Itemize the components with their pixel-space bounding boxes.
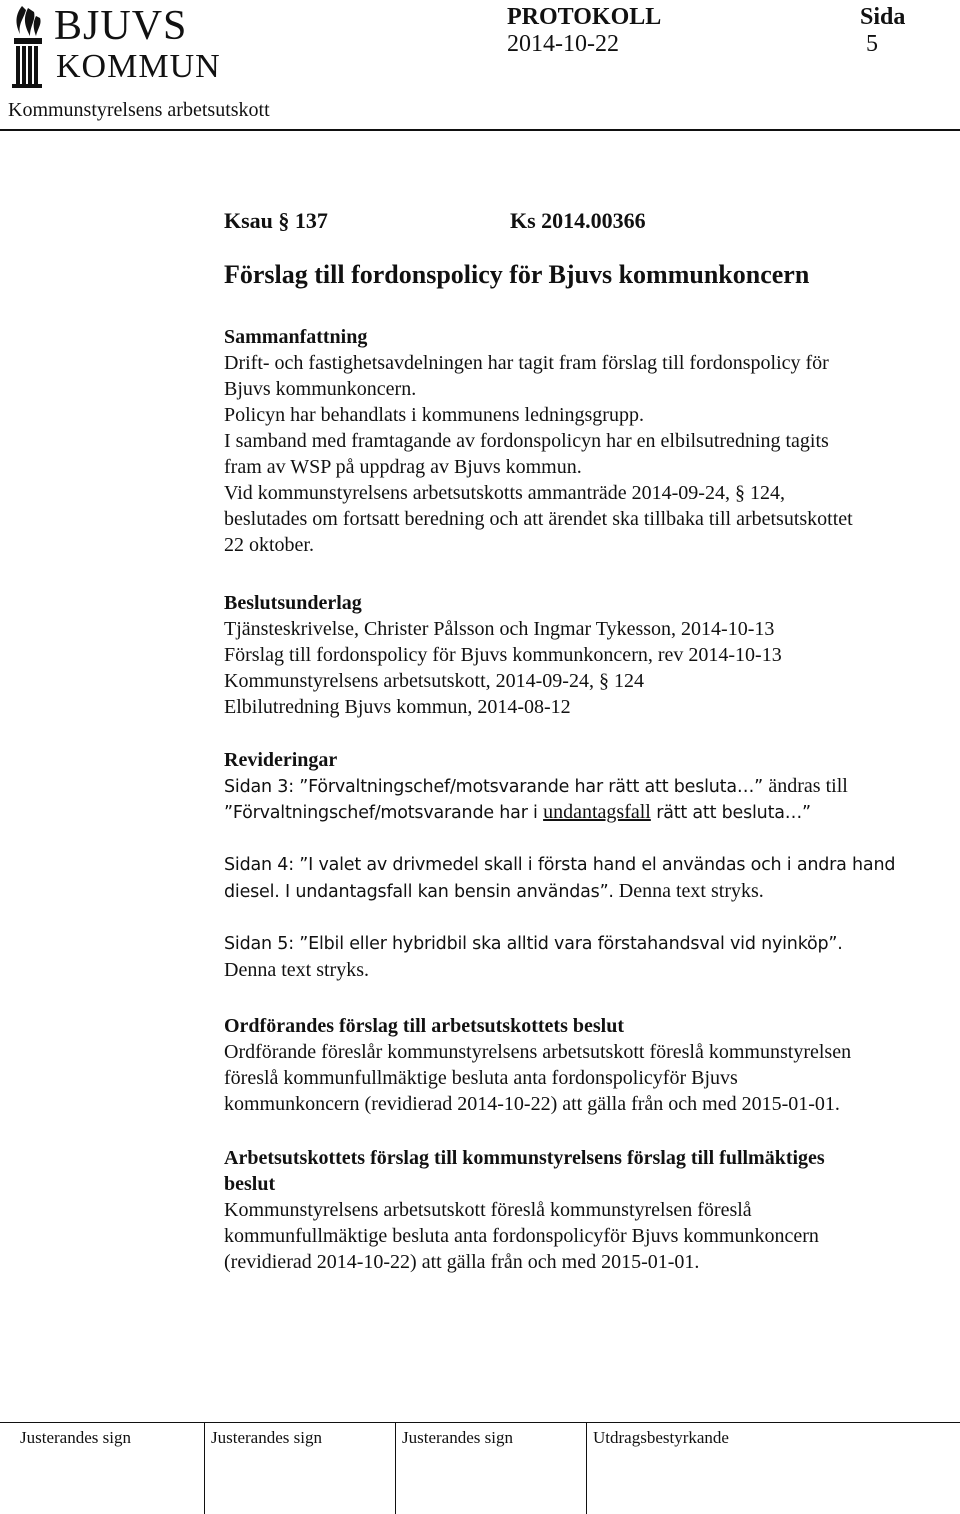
section-heading: Beslutsunderlag <box>224 592 362 614</box>
signature-box-divider <box>586 1422 587 1514</box>
revision-item: diesel. I undantagsfall kan bensin användas”. Denna text stryks. <box>224 880 764 902</box>
signature-box-divider <box>395 1422 396 1514</box>
revision-item: Sidan 3: ”Förvaltningschef/motsvarande har rätt att besluta…” ändras till <box>224 775 848 797</box>
paragraph-line: (revidierad 2014-10-22) att gälla från och med 2015-01-01. <box>224 1251 700 1273</box>
paragraph-line: kommunfullmäktige besluta anta fordonspolicyför Bjuvs kommunkoncern <box>224 1225 819 1247</box>
document-reference: Elbilutredning Bjuvs kommun, 2014-08-12 <box>224 696 571 718</box>
signature-label: Justerandes sign <box>20 1428 131 1447</box>
section-ordforande-forslag <box>224 1013 960 1117</box>
municipality-logo <box>8 2 248 90</box>
page-label: Sida <box>860 4 906 30</box>
paragraph-line: Policyn har behandlats i kommunens ledningsgrupp. <box>224 404 644 426</box>
document-reference: Förslag till fordonspolicy för Bjuvs kommunkoncern, rev 2014-10-13 <box>224 644 782 666</box>
revision-item: ”Förvaltningschef/motsvarande har i undantagsfall rätt att besluta…” <box>224 801 811 823</box>
section-heading: Sammanfattning <box>224 326 368 348</box>
ks-reference: Ks 2014.00366 <box>510 208 646 233</box>
section-sammanfattning <box>224 324 960 558</box>
torch-emblem-icon <box>8 6 48 88</box>
paragraph-line: fram av WSP på uppdrag av Bjuvs kommun. <box>224 456 582 478</box>
header-divider <box>0 129 960 131</box>
paragraph-line: Drift- och fastighetsavdelningen har tagit fram förslag till fordonspolicy för <box>224 352 829 374</box>
document-type: PROTOKOLL <box>507 4 662 30</box>
paragraph-line: I samband med framtagande av fordonspolicyn har en elbilsutredning tagits <box>224 430 829 452</box>
signature-label: Justerandes sign <box>211 1428 322 1447</box>
revision-item: Sidan 5: ”Elbil eller hybridbil ska alltid vara förstahandsval vid nyinköp”. <box>224 934 843 954</box>
section-beslutsunderlag <box>224 590 960 720</box>
revision-item: Denna text stryks. <box>224 959 369 981</box>
paragraph-line: Kommunstyrelsens arbetsutskott föreslå kommunstyrelsen föreslå <box>224 1199 752 1221</box>
document-reference: Kommunstyrelsens arbetsutskott, 2014-09-24, § 124 <box>224 670 644 692</box>
paragraph-line: beslutades om fortsatt beredning och att ärendet ska tillbaka till arbetsutskottet <box>224 508 853 530</box>
logo-text-kommun: KOMMUN <box>56 48 221 85</box>
page-number: 5 <box>866 31 878 57</box>
footer-divider <box>0 1422 960 1423</box>
signature-label: Utdragsbestyrkande <box>593 1428 729 1447</box>
case-title: Förslag till fordonspolicy för Bjuvs kommunkoncern <box>224 260 810 289</box>
meeting-date: 2014-10-22 <box>507 31 619 57</box>
paragraph-line: 22 oktober. <box>224 534 314 556</box>
section-heading: Ordförandes förslag till arbetsutskottets beslut <box>224 1015 624 1037</box>
section-revideringar <box>224 747 960 983</box>
signature-box-divider <box>204 1422 205 1514</box>
section-arbetsutskott-forslag <box>224 1145 960 1275</box>
logo-text-bjuvs: BJUVS <box>54 3 188 49</box>
paragraph-line: kommunkoncern (revidierad 2014-10-22) att gälla från och med 2015-01-01. <box>224 1093 840 1115</box>
paragraph-line: Ordförande föreslår kommunstyrelsens arbetsutskott föreslå kommunstyrelsen <box>224 1041 852 1063</box>
paragraph-line: Vid kommunstyrelsens arbetsutskotts ammanträde 2014-09-24, § 124, <box>224 482 785 504</box>
committee-name: Kommunstyrelsens arbetsutskott <box>8 99 270 121</box>
underlined-word: undantagsfall <box>543 801 651 823</box>
paragraph-line: Bjuvs kommunkoncern. <box>224 378 417 400</box>
paragraph-line: föreslå kommunfullmäktige besluta anta fordonspolicyför Bjuvs <box>224 1067 738 1089</box>
section-heading: Arbetsutskottets förslag till kommunstyrelsens förslag till fullmäktiges <box>224 1147 825 1169</box>
signature-label: Justerandes sign <box>402 1428 513 1447</box>
revision-item: Sidan 4: ”I valet av drivmedel skall i första hand el användas och i andra hand <box>224 855 896 875</box>
document-reference: Tjänsteskrivelse, Christer Pålsson och Ingmar Tykesson, 2014-10-13 <box>224 618 775 640</box>
section-heading: Revideringar <box>224 749 338 771</box>
ksau-reference: Ksau § 137 <box>224 208 328 233</box>
section-heading: beslut <box>224 1173 276 1195</box>
